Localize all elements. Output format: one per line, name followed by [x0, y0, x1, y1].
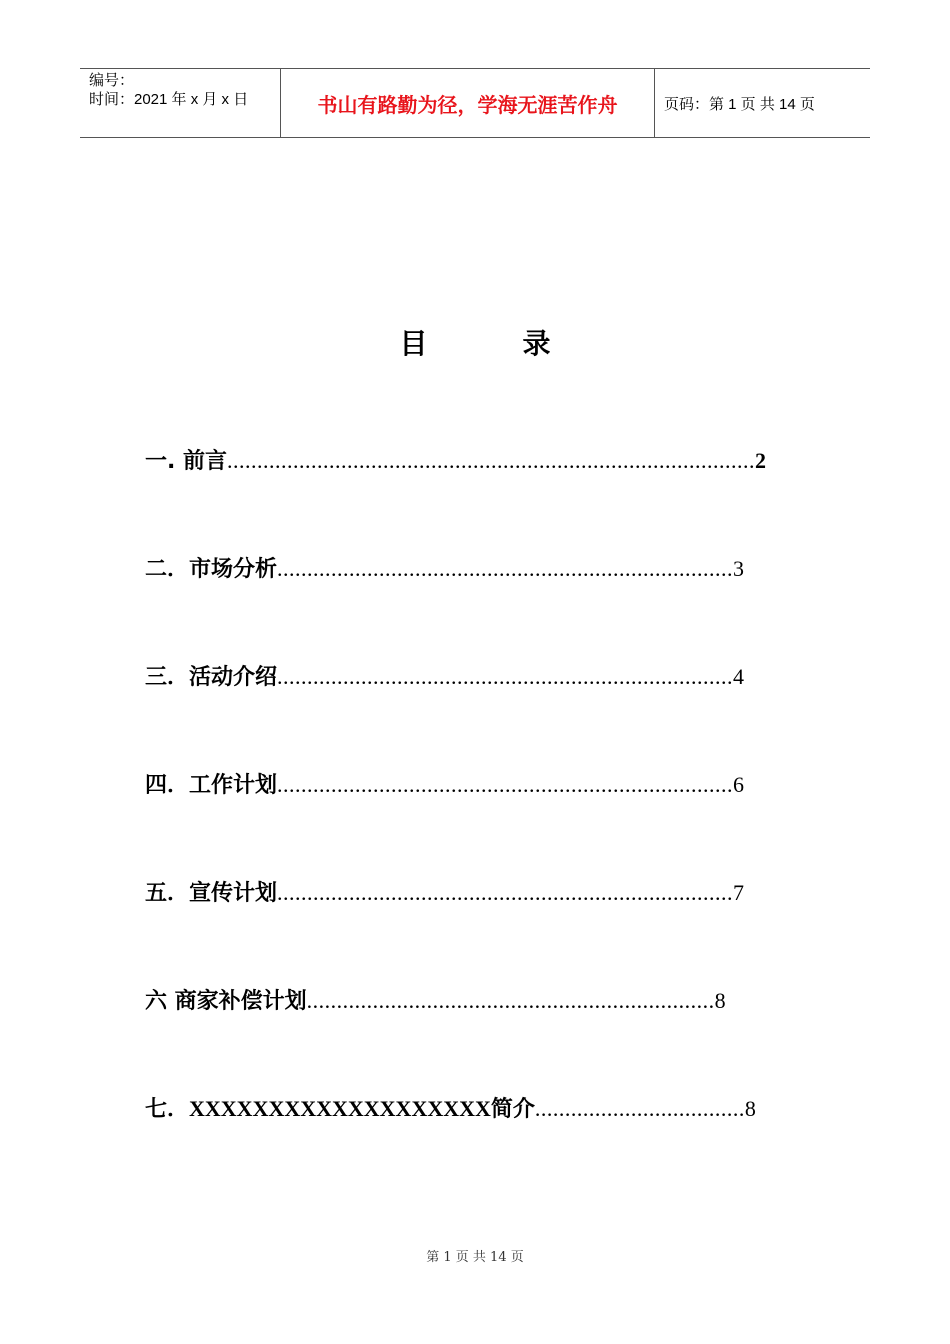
toc-title: [0, 322, 950, 362]
toc-entry-label: 五．宣传计划: [145, 881, 278, 906]
page-footer: 第 1 页 共 14 页: [426, 1250, 524, 1265]
page-header: [80, 68, 870, 138]
toc-leader-dots: ...................................: [534, 1096, 745, 1121]
toc-entry-label-suffix: 简介: [490, 1097, 535, 1122]
toc-title-char-2: 录: [522, 327, 551, 360]
toc-entry-6[interactable]: [145, 986, 726, 1017]
toc-entry-label: 四．工作计划: [145, 773, 278, 798]
toc-page-number: 6: [733, 772, 745, 797]
toc-leader-dots: ........................................................................................: [227, 448, 756, 473]
header-motto: 书山有路勤为径，学海无涯苦作舟: [281, 69, 655, 137]
toc-leader-dots: ............................................................................: [277, 772, 734, 797]
toc-leader-dots: ....................................................................: [306, 988, 715, 1013]
toc-entry-7[interactable]: [145, 1094, 756, 1125]
toc-entry-label-prefix: 七．: [145, 1097, 190, 1122]
toc-entry-3[interactable]: [145, 662, 744, 693]
toc-entry-1[interactable]: [145, 446, 766, 477]
toc-page-number: 3: [733, 556, 745, 581]
toc-page-number: 7: [733, 880, 745, 905]
time-label: 时间：2021 年 x 月 x 日: [89, 91, 249, 108]
toc-page-number: 2: [755, 448, 767, 473]
toc-page-number: 8: [714, 988, 726, 1013]
toc-entry-label: 三．活动介绍: [145, 665, 278, 690]
toc-entry-2[interactable]: [145, 554, 744, 585]
toc-leader-dots: ............................................................................: [277, 664, 734, 689]
toc-page-number: 4: [733, 664, 745, 689]
toc-page-number: 8: [744, 1096, 756, 1121]
toc-entry-label: 一. 前言: [145, 449, 228, 474]
header-page-info: 页码：第 1 页 共 14 页: [664, 95, 815, 113]
number-label: 编号：: [89, 72, 135, 89]
toc-leader-dots: ............................................................................: [277, 880, 734, 905]
toc-entry-4[interactable]: [145, 770, 744, 801]
toc-entry-label: 六 商家补偿计划: [145, 989, 307, 1014]
toc-leader-dots: ............................................................................: [277, 556, 734, 581]
toc-entry-label: 二．市场分析: [145, 557, 278, 582]
toc-title-char-1: 目: [399, 327, 428, 360]
toc-entry-label-x: XXXXXXXXXXXXXXXXXXX: [189, 1096, 491, 1121]
toc-entry-5[interactable]: [145, 878, 744, 909]
header-meta: [80, 69, 281, 137]
